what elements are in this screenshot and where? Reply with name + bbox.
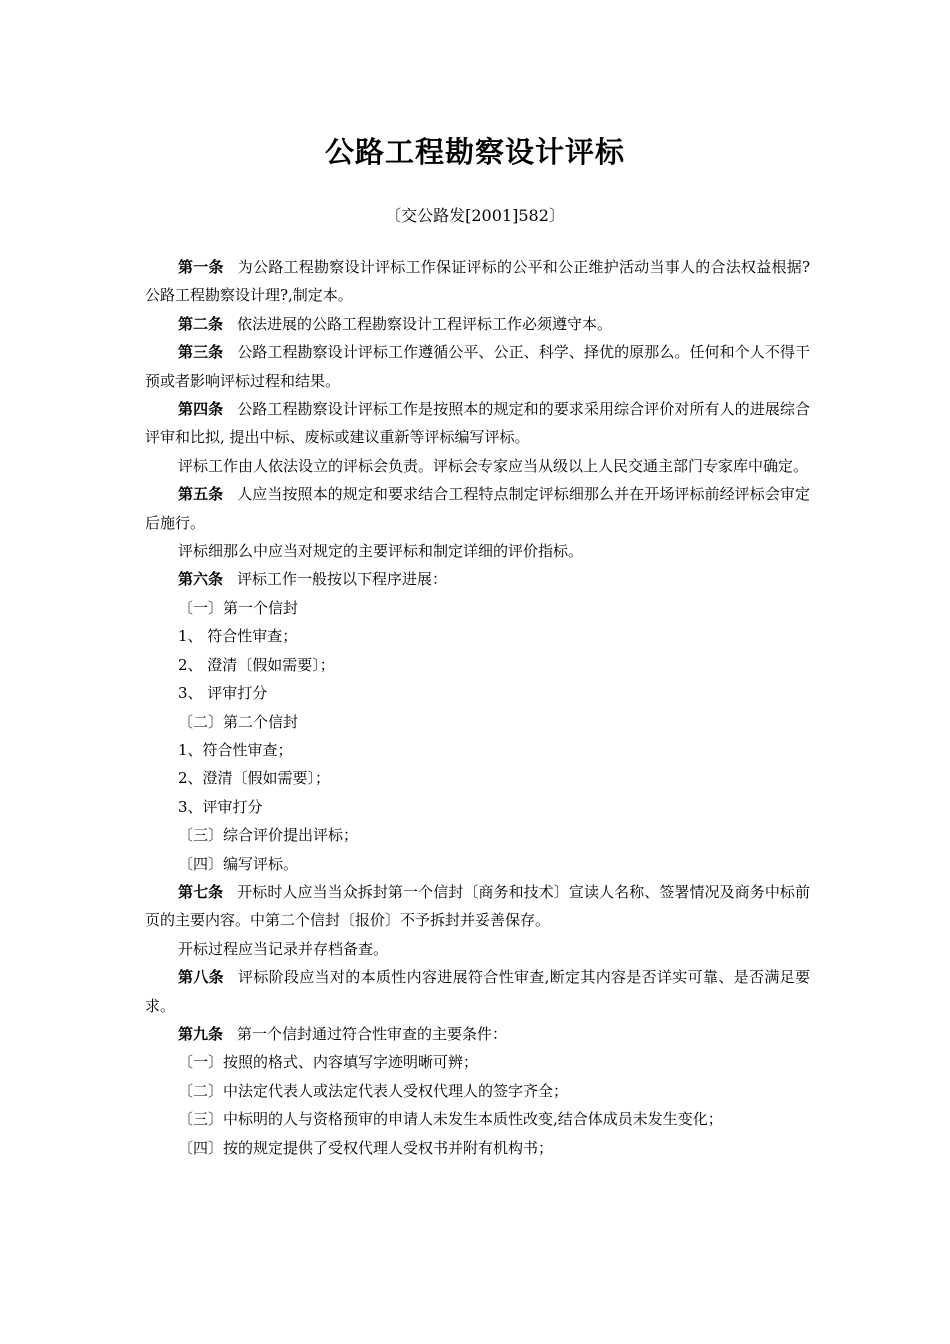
paragraph-text: 公路工程勘察设计评标工作是按照本的规定和的要求采用综合评价对所有人的进展综合评审和比拟, 提出中标、废标或建议重新等评标编写评标。 — [145, 400, 810, 447]
article-paragraph — [145, 338, 810, 395]
article-label: 第九条 — [178, 1024, 224, 1043]
list-item — [145, 1048, 810, 1076]
article-paragraph — [145, 395, 810, 452]
document-title: 公路工程勘察设计评标 — [324, 135, 625, 169]
body-paragraph — [145, 452, 810, 480]
list-item — [145, 1077, 810, 1105]
paragraph-text: 3、 评审打分 — [178, 684, 268, 703]
list-item — [145, 651, 810, 679]
paragraph-text: 〔四〕按的规定提供了受权代理人受权书并附有机构书； — [178, 1138, 554, 1157]
list-item — [145, 736, 810, 764]
paragraph-text: 1、 符合性审查； — [178, 627, 298, 646]
document-body — [145, 253, 810, 1162]
list-item — [145, 793, 810, 821]
list-item — [145, 594, 810, 622]
body-paragraph — [145, 935, 810, 963]
list-item — [145, 764, 810, 792]
paragraph-text: 评标阶段应当对的本质性内容进展符合性审查,断定其内容是否详实可靠、是否满足要求。 — [145, 968, 810, 1015]
list-item — [145, 679, 810, 707]
article-paragraph — [145, 878, 810, 935]
article-label: 第五条 — [178, 485, 224, 504]
article-paragraph — [145, 253, 810, 310]
article-label: 第六条 — [178, 570, 224, 589]
paragraph-text: 评标细那么中应当对规定的主要评标和制定详细的评价指标。 — [178, 542, 584, 561]
article-label: 第七条 — [178, 882, 224, 901]
list-item — [145, 850, 810, 878]
article-label: 第二条 — [178, 314, 224, 333]
paragraph-text: 1、符合性审查； — [178, 740, 293, 759]
paragraph-text: 〔三〕综合评价提出评标； — [178, 826, 359, 845]
paragraph-text: 〔二〕中法定代表人或法定代表人受权代理人的签字齐全； — [178, 1081, 569, 1100]
paragraph-text: 为公路工程勘察设计评标工作保证评标的公平和公正维护活动当事人的合法权益根据?公路工程勘察设计理?,制定本。 — [145, 258, 810, 305]
paragraph-text: 第一个信封通过符合性审查的主要条件： — [237, 1024, 508, 1043]
article-paragraph — [145, 963, 810, 1020]
paragraph-text: 〔二〕第二个信封 — [178, 712, 299, 731]
paragraph-text: 〔一〕按照的格式、内容填写字迹明晰可辨； — [178, 1053, 479, 1072]
paragraph-text: 公路工程勘察设计评标工作遵循公平、公正、科学、择优的原那么。任何和个人不得干预或者影响评标过程和结果。 — [145, 343, 810, 390]
paragraph-text: 人应当按照本的规定和要求结合工程特点制定评标细那么并在开场评标前经评标会审定后施行。 — [145, 485, 810, 532]
article-label: 第三条 — [178, 343, 224, 362]
paragraph-text: 2、 澄清〔假如需要〕； — [178, 655, 335, 674]
paragraph-text: 开标过程应当记录并存档备查。 — [178, 939, 389, 958]
paragraph-text: 〔三〕中标明的人与资格预审的申请人未发生本质性改变,结合体成员未发生变化； — [178, 1110, 723, 1129]
paragraph-text: 依法进展的公路工程勘察设计工程评标工作必须遵守本。 — [237, 314, 613, 333]
paragraph-text: 评标工作一般按以下程序进展： — [237, 570, 448, 589]
paragraph-text: 3、评审打分 — [178, 797, 263, 816]
article-paragraph — [145, 310, 810, 338]
list-item — [145, 708, 810, 736]
article-paragraph — [145, 1020, 810, 1048]
paragraph-text: 〔四〕编写评标。 — [178, 854, 299, 873]
list-item — [145, 622, 810, 650]
article-label: 第一条 — [178, 258, 224, 276]
article-label: 第四条 — [178, 400, 224, 419]
body-paragraph — [145, 537, 810, 565]
article-paragraph — [145, 480, 810, 537]
paragraph-text: 2、澄清〔假如需要〕； — [178, 769, 331, 788]
list-item — [145, 1134, 810, 1162]
paragraph-text: 〔一〕第一个信封 — [178, 598, 299, 617]
list-item — [145, 1105, 810, 1133]
article-paragraph — [145, 565, 810, 593]
list-item — [145, 821, 810, 849]
document-subtitle: 〔交公路发[2001]582〕 — [385, 206, 565, 225]
paragraph-text: 评标工作由人依法设立的评标会负责。评标会专家应当从级以上人民交通主部门专家库中确定。 — [178, 456, 809, 475]
paragraph-text: 开标时人应当当众拆封第一个信封〔商务和技术〕宣读人名称、签署情况及商务中标前页的主要内容。中第二个信封〔报价〕不予拆封并妥善保存。 — [145, 882, 810, 930]
article-label: 第八条 — [178, 968, 224, 987]
